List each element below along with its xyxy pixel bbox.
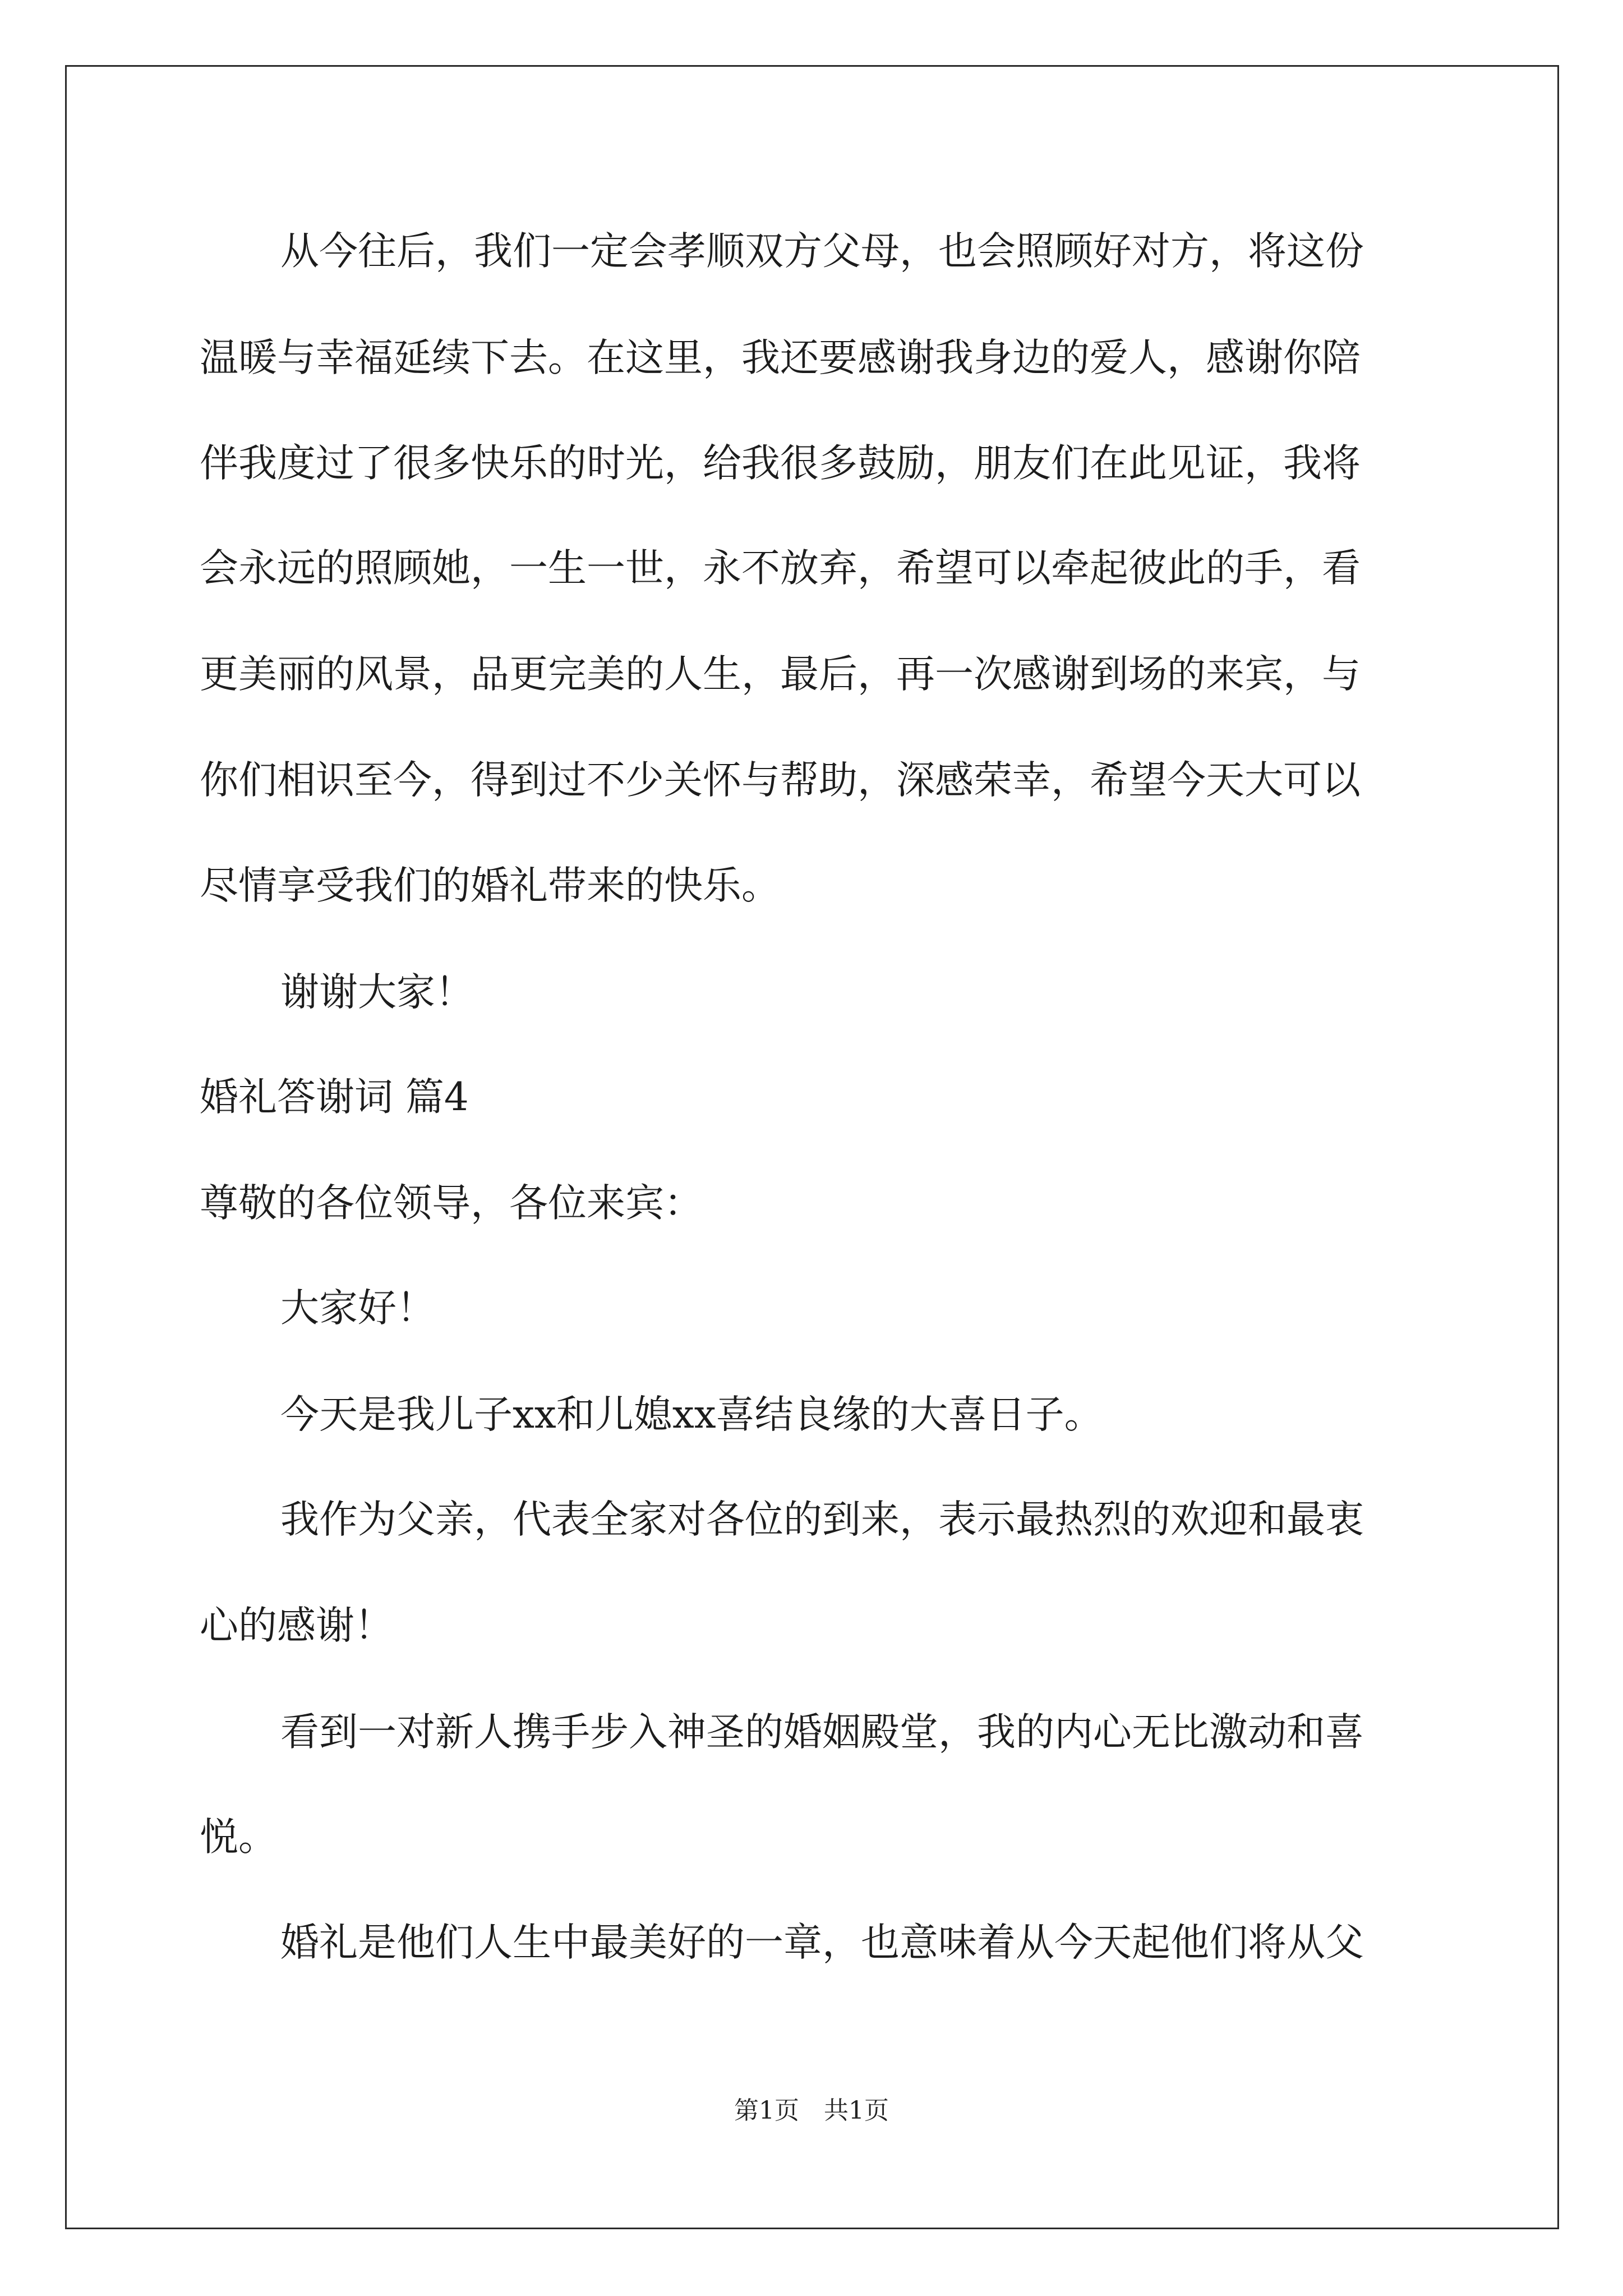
paragraph-line: 你们相识至今，得到过不少关怀与帮助，深感荣幸，希望今天大可以 [200, 758, 1361, 803]
paragraph-line: 温暖与幸福延续下去。在这里，我还要感谢我身边的爱人，感谢你陪 [200, 335, 1361, 380]
paragraph-line: 从今往后，我们一定会孝顺双方父母，也会照顾好对方，将这份 [280, 229, 1364, 274]
paragraph-line: 大家好！ [280, 1286, 435, 1331]
paragraph-line: 我作为父亲，代表全家对各位的到来，表示最热烈的欢迎和最衷 [280, 1497, 1364, 1542]
paragraph-line: 伴我度过了很多快乐的时光，给我很多鼓励，朋友们在此见证，我将 [200, 441, 1361, 486]
paragraph-line: 婚礼是他们人生中最美好的一章，也意味着从今天起他们将从父 [280, 1920, 1364, 1965]
paragraph-line: 尽情享受我们的婚礼带来的快乐。 [200, 863, 780, 908]
page-number-footer: 第1页 共1页 [734, 2096, 889, 2125]
paragraph-line: 心的感谢！ [200, 1603, 393, 1648]
salutation-line: 尊敬的各位领导，各位来宾： [200, 1181, 703, 1226]
paragraph-line: 今天是我儿子xx和儿媳xx喜结良缘的大喜日子。 [280, 1392, 1103, 1437]
paragraph-line: 会永远的照顾她，一生一世，永不放弃，希望可以牵起彼此的手，看 [200, 546, 1361, 591]
section-heading: 婚礼答谢词 篇4 [200, 1075, 469, 1120]
paragraph-line: 更美丽的风景，品更完美的人生，最后，再一次感谢到场的来宾，与 [200, 652, 1361, 697]
page-border [65, 65, 1559, 2229]
paragraph-line: 看到一对新人携手步入神圣的婚姻殿堂，我的内心无比激动和喜 [280, 1710, 1364, 1755]
paragraph-line: 谢谢大家！ [280, 970, 474, 1015]
paragraph-line: 悦。 [200, 1815, 277, 1860]
